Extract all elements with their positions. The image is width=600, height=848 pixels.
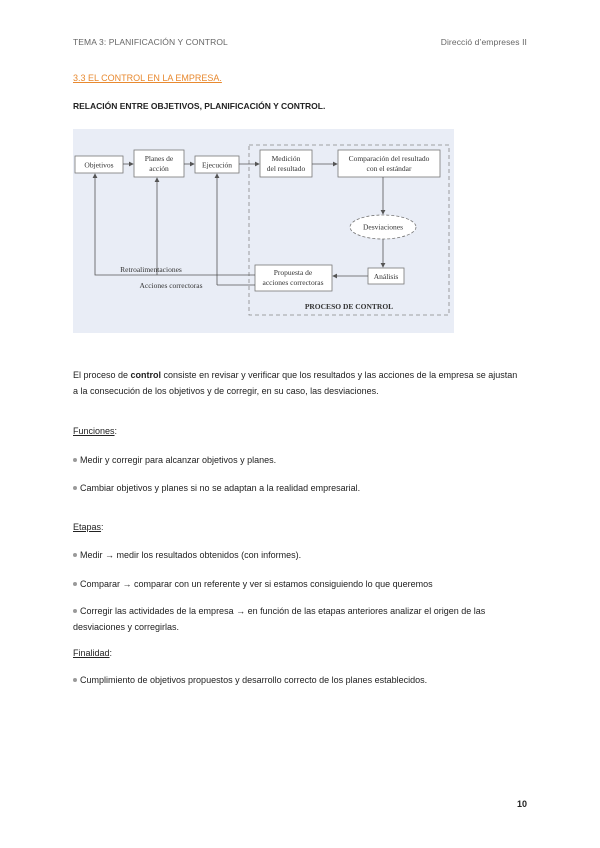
section-title: 3.3 EL CONTROL EN LA EMPRESA. [73, 73, 222, 83]
page-number: 10 [516, 799, 527, 809]
analisis-label: Análisis [373, 272, 399, 281]
comparacion-label-2: con el estándar [366, 164, 412, 173]
intro-text-after: consiste en revisar y verificar que los resultados y las acciones de la empresa se ajustan a la consecución de los objetivos y de corregir, en su caso, las desviaciones. [73, 370, 518, 396]
comparacion-label-1: Comparación del resultado [348, 154, 430, 163]
planes-label-2: acción [149, 164, 169, 173]
feedback-line [95, 174, 255, 275]
acciones-correctoras-label: Acciones correctoras [139, 281, 203, 290]
planes-label-1: Planes de [144, 154, 174, 163]
etapas-heading: Etapas: [73, 522, 104, 532]
etapas-label: Etapas [73, 522, 102, 532]
finalidad-heading: Finalidad: [73, 648, 113, 658]
propuesta-label-1: Propuesta de [273, 268, 313, 277]
funciones-label: Funciones [73, 426, 115, 436]
intro-text-bold: control [130, 370, 162, 380]
intro-paragraph [73, 367, 523, 399]
retroalimentaciones-label: Retroalimentaciones [120, 265, 182, 274]
finalidad-label: Finalidad [73, 648, 110, 658]
intro-text-before: El proceso de [73, 370, 131, 380]
subheading: RELACIÓN ENTRE OBJETIVOS, PLANIFICACIÓN Y CONTROL. [73, 101, 326, 111]
funciones-item-1: Medir y corregir para alcanzar objetivos y planes. [73, 452, 523, 468]
diagram-canvas [73, 129, 454, 333]
etapas-item-3: Corregir las actividades de la empresa → en función de las etapas anteriores analizar el origen de las desviaciones y corregirlas. [73, 603, 523, 635]
funciones-heading: Funciones: [73, 426, 118, 436]
header-title: TEMA 3: PLANIFICACIÓN Y CONTROL [73, 37, 228, 47]
medicion-label-1: Medición [271, 154, 301, 163]
finalidad-item-1: Cumplimiento de objetivos propuestos y desarrollo correcto de los planes establecidos. [73, 672, 523, 688]
objetivos-label: Objetivos [84, 160, 114, 170]
header-subject: Direcció d’empreses II [440, 37, 527, 47]
propuesta-label-2: acciones correctoras [262, 278, 324, 287]
etapas-item-2: Comparar → comparar con un referente y ver si estamos consiguiendo lo que queremos [73, 576, 523, 592]
desviaciones-label: Desviaciones [363, 222, 403, 232]
medicion-label-2: del resultado [266, 164, 306, 173]
proceso-control-label: PROCESO DE CONTROL [304, 302, 394, 311]
etapas-item-1: Medir → medir los resultados obtenidos (con informes). [73, 547, 523, 563]
funciones-item-2: Cambiar objetivos y planes si no se adaptan a la realidad empresarial. [73, 480, 523, 496]
control-process-diagram [73, 129, 454, 333]
ejecucion-label: Ejecución [202, 160, 232, 170]
